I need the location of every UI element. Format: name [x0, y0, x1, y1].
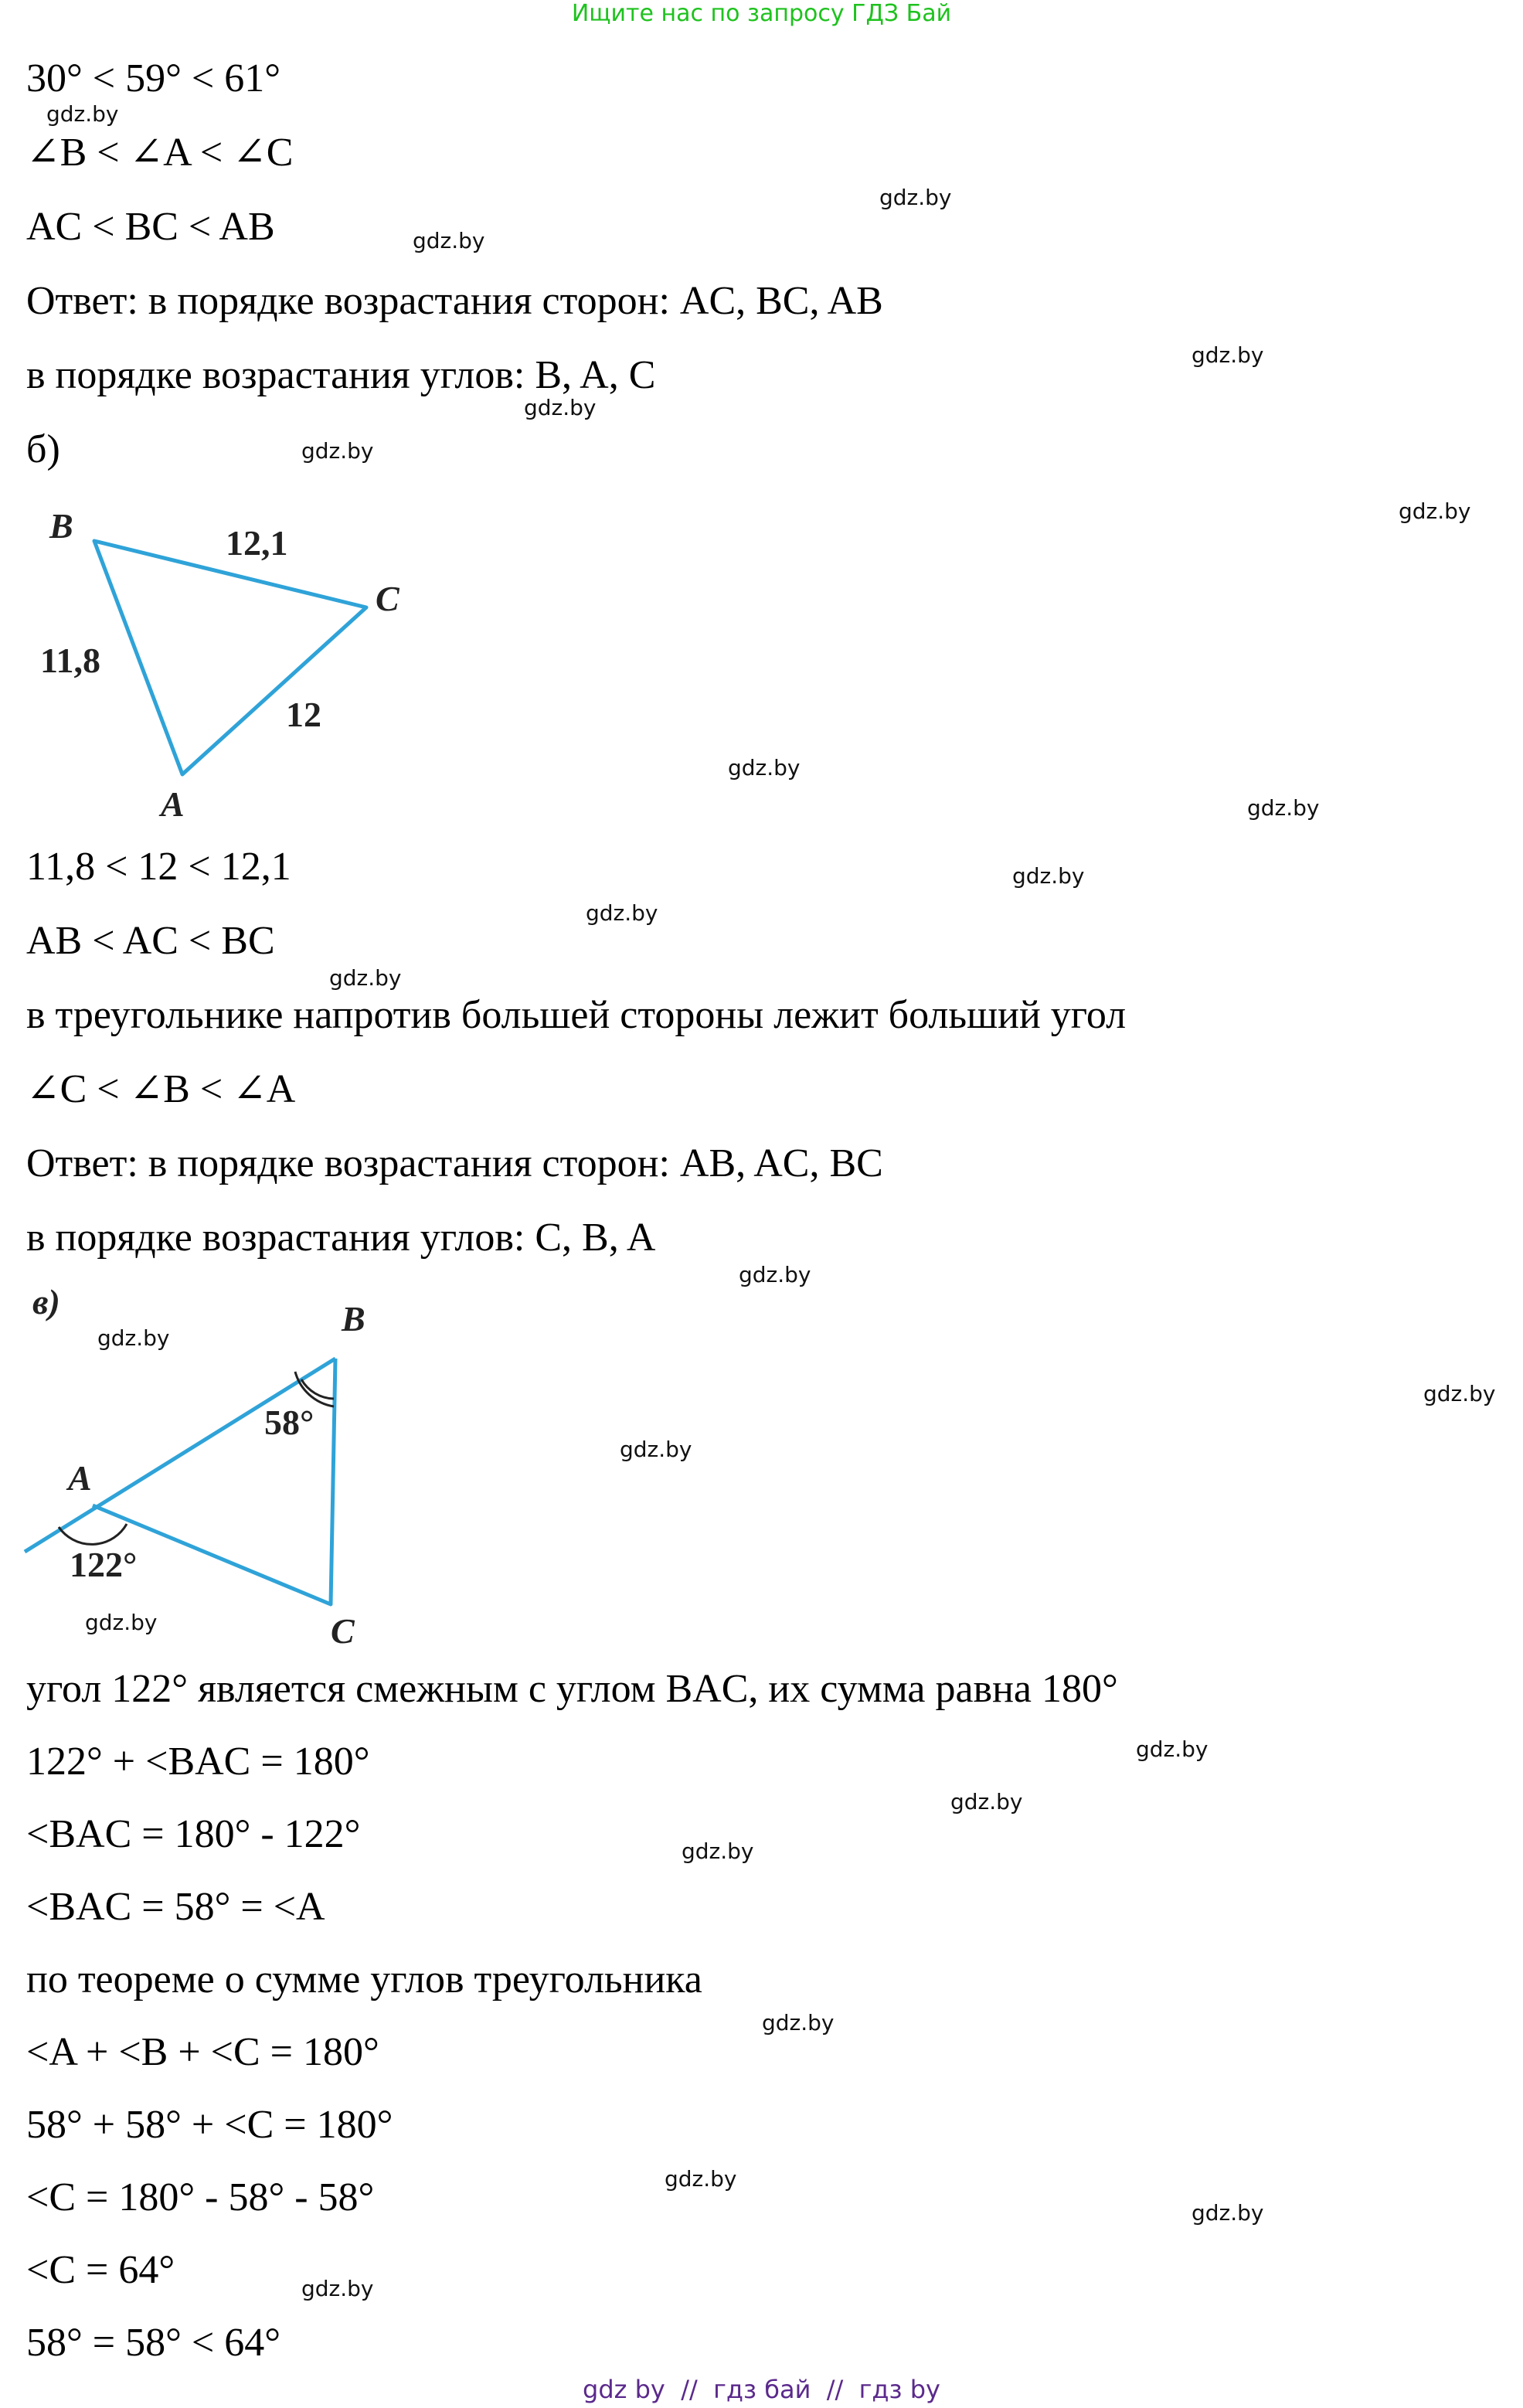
watermark: gdz.by: [413, 228, 485, 253]
text-line: в треугольнике напротив большей стороны лежит больший угол: [26, 993, 1127, 1037]
watermark: gdz.by: [1192, 342, 1264, 368]
angle-ext-arc: [59, 1524, 127, 1544]
text-line: по теореме о сумме углов треугольника: [26, 1957, 702, 2002]
text-line: 122° + <BAC = 180°: [26, 1740, 370, 1784]
text-line: ∠B < ∠A < ∠C: [26, 131, 294, 175]
text-line: 30° < 59° < 61°: [26, 56, 281, 100]
text-line: 58° = 58° < 64°: [26, 2321, 281, 2365]
watermark: gdz.by: [46, 101, 119, 127]
text-line: <BAC = 58° = <A: [26, 1885, 325, 1929]
text-line: б): [26, 427, 60, 471]
vertex-a-label: A: [161, 784, 185, 824]
watermark: gdz.by: [739, 1262, 811, 1287]
side-ab-label: 11,8: [40, 641, 100, 680]
watermark: gdz.by: [586, 900, 658, 926]
triangle-figure-b: [23, 495, 425, 827]
watermark: gdz.by: [728, 755, 801, 781]
watermark: gdz.by: [1136, 1736, 1209, 1762]
text-line: 11,8 < 12 < 12,1: [26, 845, 291, 889]
footer-links[interactable]: gdz by // гдз бай // гдз by: [583, 2375, 940, 2404]
text-line: Ответ: в порядке возрастания сторон: AB, AC, BC: [26, 1141, 883, 1185]
site-banner[interactable]: Ищите нас по запросу ГДЗ Бай: [571, 0, 952, 27]
text-line: Ответ: в порядке возрастания сторон: AC, BC, AB: [26, 279, 883, 323]
text-line: угол 122° является смежным с углом BAC, их сумма равна 180°: [26, 1667, 1118, 1711]
watermark: gdz.by: [762, 2010, 835, 2036]
watermark: gdz.by: [524, 395, 597, 420]
watermark: gdz.by: [1012, 863, 1085, 889]
triangle-abc-b: [94, 541, 366, 774]
watermark: gdz.by: [1399, 498, 1471, 524]
text-line: 58° + 58° + <C = 180°: [26, 2103, 393, 2147]
text-line: <C = 180° - 58° - 58°: [26, 2175, 375, 2219]
text-line: <C = 64°: [26, 2248, 175, 2292]
text-line: ∠C < ∠B < ∠A: [26, 1067, 296, 1111]
watermark: gdz.by: [301, 438, 374, 464]
vertex-b-label: B: [49, 506, 73, 546]
watermark: gdz.by: [301, 2276, 374, 2301]
watermark: gdz.by: [682, 1838, 754, 1864]
watermark: gdz.by: [1423, 1381, 1496, 1406]
watermark: gdz.by: [950, 1789, 1023, 1815]
watermark: gdz.by: [97, 1325, 170, 1351]
text-line: AB < AC < BC: [26, 919, 275, 963]
side-bc-label: 12,1: [226, 523, 288, 563]
watermark: gdz.by: [665, 2166, 737, 2192]
text-line: в порядке возрастания углов: C, B, A: [26, 1216, 656, 1260]
angle-b-arc-2: [295, 1372, 334, 1406]
watermark: gdz.by: [1247, 795, 1320, 821]
side-ac-label: 12: [286, 695, 321, 734]
angle-b-arc-1: [301, 1379, 334, 1399]
angle-ext-label: 122°: [70, 1545, 138, 1584]
vertex-c-label: C: [376, 579, 399, 618]
line-ab-extended: [25, 1359, 335, 1552]
vertex-c-label: C: [331, 1611, 355, 1651]
watermark: gdz.by: [1192, 2200, 1264, 2226]
vertex-b-label: B: [342, 1299, 365, 1338]
text-line: AC < BC < AB: [26, 205, 275, 249]
watermark: gdz.by: [329, 965, 402, 991]
watermark: gdz.by: [879, 185, 952, 210]
vertex-a-label: A: [68, 1458, 92, 1498]
text-line: <BAC = 180° - 122°: [26, 1812, 361, 1856]
watermark: gdz.by: [85, 1610, 158, 1635]
angle-b-label: 58°: [264, 1403, 314, 1442]
text-line: <A + <B + <C = 180°: [26, 2030, 379, 2074]
triangle-figure-v: [23, 1275, 425, 1654]
watermark: gdz.by: [620, 1437, 692, 1462]
figure-caption: в): [32, 1282, 60, 1321]
text-line: в порядке возрастания углов: B, A, C: [26, 353, 656, 397]
